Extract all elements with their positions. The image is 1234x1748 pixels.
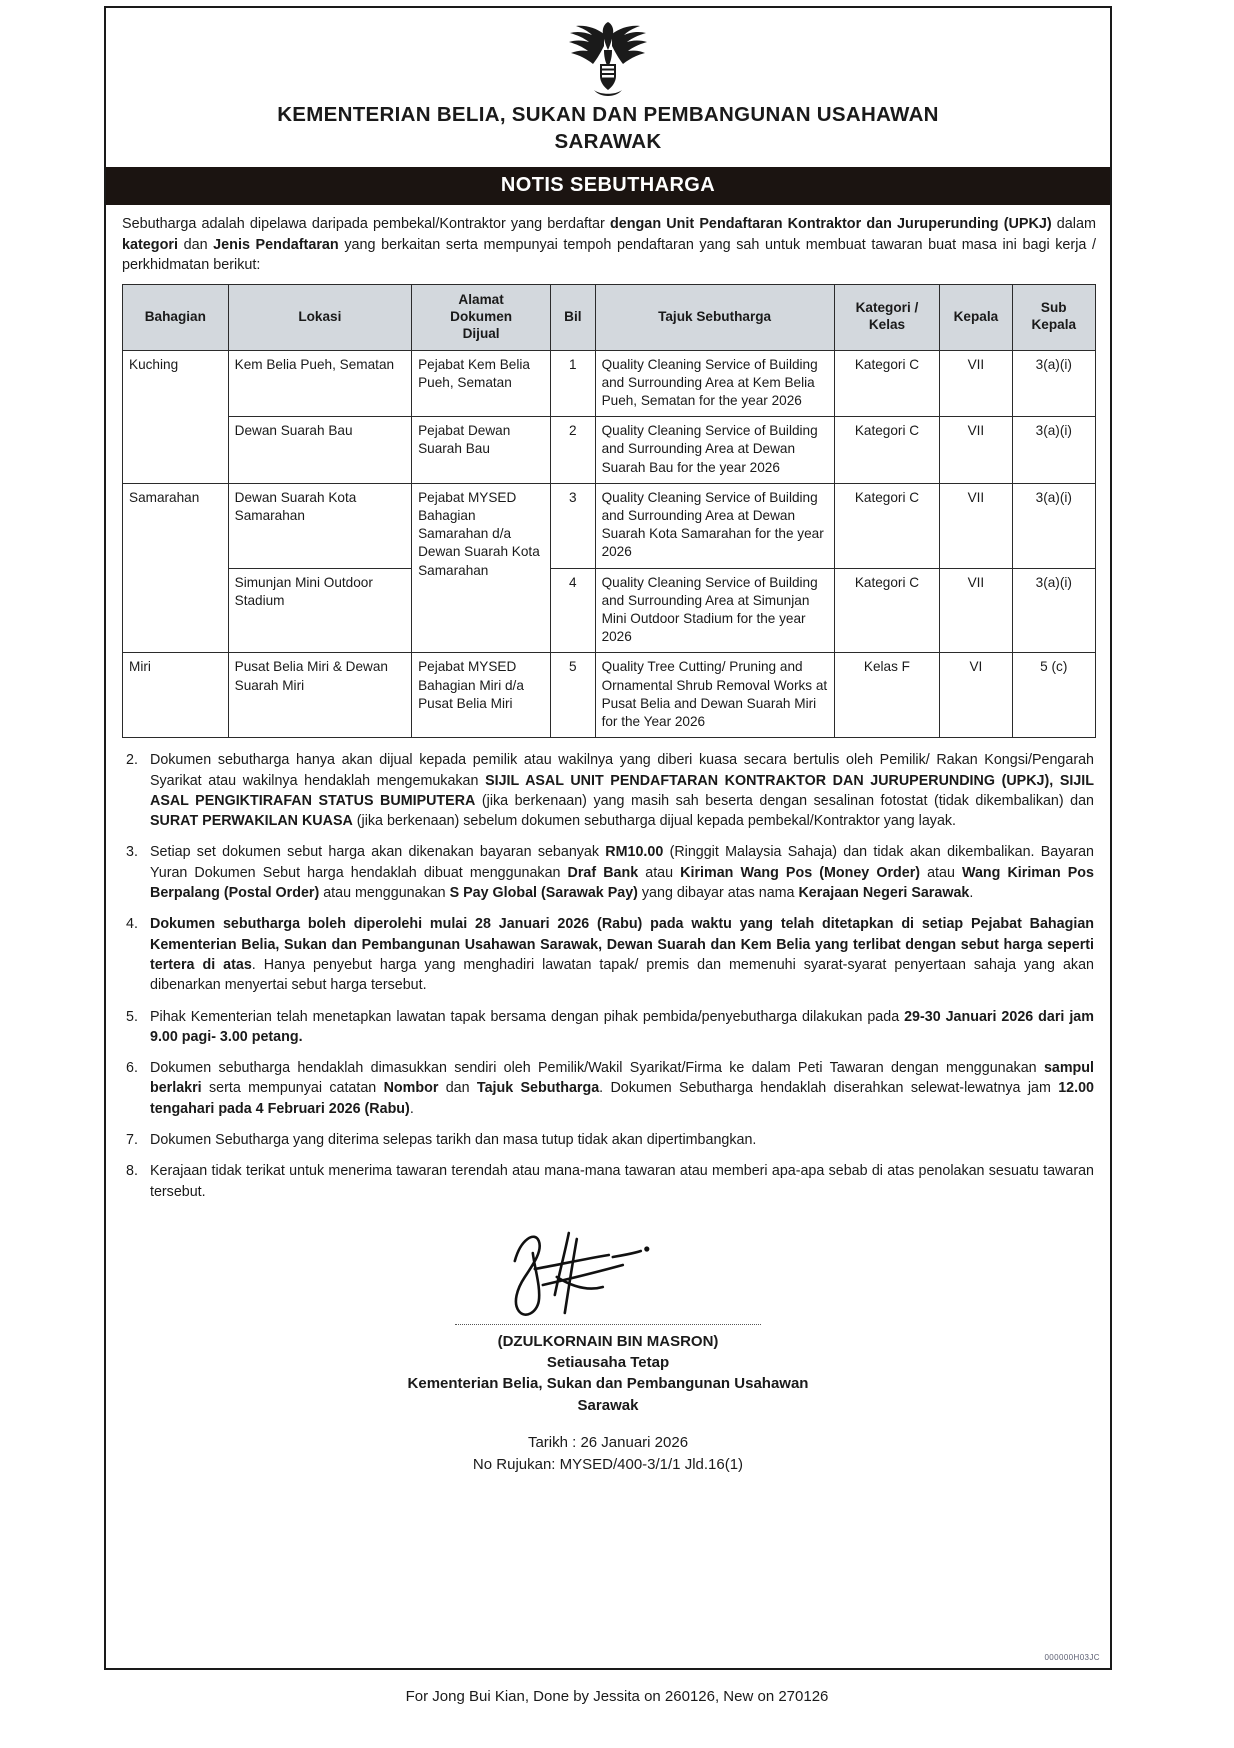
clause-text-plain: atau [920,864,963,881]
clause-text-bold: SURAT PERWAKILAN KUASA [150,813,353,830]
clause-text [150,914,1094,995]
signoff-block [106,1331,1110,1416]
clause-text-bold: Dokumen sebutharga boleh diperolehi mulai 28 Januari 2026 (Rabu) pada waktu yang telah ditetapkan di setiap Pejabat Bahagian Kementerian Belia, Sukan dan Pembangunan Usahawan Sarawak, Dewan Suarah dan Kem Belia yang terlibat dengan sebut harga seperti tertera di atas [150,916,1094,973]
clause-text [150,750,1094,831]
intro-bold2: kategori [122,236,178,253]
col-header-alamat-l1: Alamat [458,291,504,307]
cell-kepala: VII [940,350,1012,417]
cell-bahagian-miri: Miri [123,653,229,738]
date-label: Tarikh : 26 Januari 2026 [527,1434,689,1452]
signature-zone [106,1213,1110,1331]
clause-text [150,1058,1094,1119]
cell-kepala: VII [940,568,1012,653]
clause-text [150,1161,1094,1202]
signoff-org-line1: Kementerian Belia, Sukan dan Pembangunan Usahawan [407,1375,809,1393]
cell-sub-kepala: 3(a)(i) [1012,350,1095,417]
clause-text-plain: Dokumen sebutharga hendaklah dimasukkan sendiri oleh Pemilik/Wakil Syarikat/Firma ke dalam Peti Tawaran dengan menggunakan [150,1060,1044,1077]
col-header-alamat-l2: Dokumen [450,308,513,324]
clause-text-plain: Dokumen sebutharga hanya akan dijual kepada pemilik atau wakilnya yang diberi kuasa secara bertulis oleh Pemilik/ Rakan Kongsi/Pengarah Syarikat atau wakilnya hendaklah mengemukakan [150,752,1094,789]
intro-bold3: Jenis Pendaftaran [213,236,339,253]
handwritten-signature-icon [473,1209,733,1327]
clause-text-plain: Pihak Kementerian telah menetapkan lawatan tapak bersama dengan pihak pembida/penyebutharga dilakukan pada [150,1008,905,1025]
cell-lokasi: Dewan Suarah Kota Samarahan [228,483,411,568]
clause-item [122,842,1094,903]
clause-text-plain: Kerajaan tidak terikat untuk menerima tawaran terendah atau mana-mana tawaran atau memberi apa-apa sebab di atas penolakan sesuatu tawaran tersebut. [150,1163,1094,1200]
clause-text-bold: RM10.00 [605,844,664,861]
clause-text-bold: Kerajaan Negeri Sarawak [798,885,970,902]
cell-lokasi: Pusat Belia Miri & Dewan Suarah Miri [228,653,411,738]
intro-bold1: dengan Unit Pendaftaran Kontraktor dan Juruperunding (UPKJ) [609,216,1052,233]
cell-bil: 4 [551,568,595,653]
clause-text-bold: Draf Bank [567,864,639,881]
clause-text [150,842,1094,903]
clause-number: 2. [126,752,138,769]
clause-number: 6. [126,1060,138,1077]
intro-part1: Sebutharga adalah dipelawa daripada pembekal/Kontraktor yang berdaftar [122,216,610,233]
cell-bil: 2 [551,417,595,484]
ministry-title-line1: KEMENTERIAN BELIA, SUKAN DAN PEMBANGUNAN USAHAWAN [277,103,939,126]
clause-text-bold: 12.00 tengahari pada 4 Februari 2026 (Rabu) [150,1080,1094,1117]
ministry-title [106,102,1110,155]
clause-text-plain: (jika berkenaan) sebelum dokumen sebutharga dijual kepada pembekal/Kontraktor yang layak. [352,813,957,830]
clause-number: 8. [126,1163,138,1180]
cell-kepala: VII [940,483,1012,568]
clause-text-bold: sampul berlakri [150,1060,1094,1097]
table-row [123,653,1096,738]
sarawak-coat-of-arms-icon [560,18,656,98]
cell-kategori: Kategori C [834,483,940,568]
col-header-alamat-l3: Dijual [462,325,500,341]
cell-bahagian-samarahan: Samarahan [123,483,229,653]
cell-bil: 3 [551,483,595,568]
cell-tajuk: Quality Cleaning Service of Building and Surrounding Area at Simunjan Mini Outdoor Stadium for the year 2026 [595,568,834,653]
clause-text-plain: dan [438,1080,477,1097]
col-header-lokasi: Lokasi [228,284,411,350]
clause-text-plain: . [969,885,974,902]
clause-text-plain: . [409,1100,414,1117]
clause-text-plain: . Dokumen Sebutharga hendaklah diserahkan selewat-lewatnya jam [599,1080,1059,1097]
cell-kepala: VI [940,653,1012,738]
cell-sub-kepala: 3(a)(i) [1012,483,1095,568]
cell-kepala: VII [940,417,1012,484]
clause-item [122,1007,1094,1048]
cell-alamat: Pejabat Kem Belia Pueh, Sematan [412,350,551,417]
cell-kategori: Kelas F [834,653,940,738]
clause-number: 5. [126,1008,138,1025]
table-row [123,417,1096,484]
ministry-title-line2: SARAWAK [554,129,662,153]
col-header-kepala: Kepala [940,284,1012,350]
col-header-alamat [412,284,551,350]
clause-text [150,1130,1094,1150]
tender-table [122,284,1096,739]
cell-alamat-shared: Pejabat MYSED Bahagian Samarahan d/a Dewan Suarah Kota Samarahan [412,483,551,653]
col-header-bil: Bil [551,284,595,350]
table-header-row [123,284,1096,350]
cell-lokasi: Dewan Suarah Bau [228,417,411,484]
cell-bil: 5 [551,653,595,738]
clause-number: 4. [126,916,138,933]
clause-text-bold: Tajuk Sebutharga [476,1080,600,1097]
clause-text [150,1007,1094,1048]
cell-lokasi: Kem Belia Pueh, Sematan [228,350,411,417]
clause-item [122,1161,1094,1202]
cell-alamat: Pejabat Dewan Suarah Bau [412,417,551,484]
clause-item [122,1130,1094,1150]
col-header-kategori-l2: Kelas [868,317,906,333]
cell-alamat: Pejabat MYSED Bahagian Miri d/a Pusat Belia Miri [412,653,551,738]
clause-item [122,914,1094,995]
clause-item [122,1058,1094,1119]
clause-text-plain: Setiap set dokumen sebut harga akan dikenakan bayaran sebanyak [150,844,606,861]
clause-text-bold: S Pay Global (Sarawak Pay) [449,885,638,902]
clause-text-plain: Dokumen Sebutharga yang diterima selepas tarikh dan masa tutup tidak akan dipertimbangkan. [150,1132,757,1148]
cell-tajuk: Quality Cleaning Service of Building and Surrounding Area at Dewan Suarah Bau for the year 2026 [595,417,834,484]
clause-text-bold: SIJIL ASAL UNIT PENDAFTARAN KONTRAKTOR DAN JURUPERUNDING (UPKJ), SIJIL ASAL PENGIKTIRAFAN STATUS BUMIPUTERA [150,772,1094,809]
clause-text-plain: (jika berkenaan) yang masih sah beserta dengan sesalinan fotostat (tidak dikembalikan) dan [475,792,1095,809]
signoff-org-line2: Sarawak [577,1396,639,1414]
table-row [123,350,1096,417]
cell-tajuk: Quality Tree Cutting/ Pruning and Ornamental Shrub Removal Works at Pusat Belia and Dewan Suarah Miri for the Year 2026 [595,653,834,738]
clause-text-bold: Nombor [383,1080,439,1097]
col-header-kategori-l1: Kategori / [855,300,919,316]
table-row [123,568,1096,653]
cell-kategori: Kategori C [834,568,940,653]
footer-note: For Jong Bui Kian, Done by Jessita on 260126, New on 270126 [405,1688,829,1705]
cell-sub-kepala: 3(a)(i) [1012,417,1095,484]
col-header-bahagian: Bahagian [123,284,229,350]
intro-part3: dan [177,236,214,253]
clause-number: 3. [126,844,138,861]
intro-paragraph [106,205,1110,279]
intro-part2: dalam [1051,216,1096,233]
clause-text-bold: 29-30 Januari 2026 dari jam 9.00 pagi- 3.00 petang. [150,1008,1094,1045]
col-header-sub-l1: Sub [1040,300,1067,316]
clause-text-plain: atau menggunakan [319,885,450,902]
tender-table-container [106,280,1110,739]
document-code: 000000H03JC [1044,1653,1100,1662]
clause-item [122,750,1094,831]
col-header-kategori [834,284,940,350]
notice-frame [104,6,1112,1670]
cell-bahagian-kuching: Kuching [123,350,229,483]
clause-text-plain: (Ringgit Malaysia Sahaja) dan tidak akan dikembalikan. Bayaran Yuran Dokumen Sebut harga hendaklah dibuat menggunakan [150,844,1095,881]
crest-container [106,8,1110,102]
clause-text-plain: yang dibayar atas nama [637,885,799,902]
clause-text-plain: serta mempunyai catatan [201,1080,384,1097]
cell-bil: 1 [551,350,595,417]
cell-tajuk: Quality Cleaning Service of Building and Surrounding Area at Kem Belia Pueh, Sematan for the year 2026 [595,350,834,417]
table-row [123,483,1096,568]
cell-sub-kepala: 5 (c) [1012,653,1095,738]
signoff-title: Setiausaha Tetap [546,1354,670,1372]
date-reference-block [106,1432,1110,1476]
signature-line [455,1324,761,1325]
clause-number: 7. [126,1132,138,1148]
reference-label: No Rujukan: MYSED/400-3/1/1 Jld.16(1) [472,1455,744,1473]
cell-kategori: Kategori C [834,417,940,484]
clause-text-plain: . Hanya penyebut harga yang menghadiri lawatan tapak/ premis dan memenuhi syarat-syarat penyertaan sahaja yang akan dibenarkan menyertai sebut harga tersebut. [150,956,1094,994]
signoff-name: (DZULKORNAIN BIN MASRON) [497,1332,719,1350]
cell-sub-kepala: 3(a)(i) [1012,568,1095,653]
col-header-sub-kepala [1012,284,1095,350]
cell-kategori: Kategori C [834,350,940,417]
clause-text-bold: Wang Kiriman Pos Berpalang (Postal Order) [150,864,1094,902]
clause-list [106,738,1110,1202]
col-header-sub-l2: Kepala [1031,317,1077,333]
notice-banner: NOTIS SEBUTHARGA [106,167,1110,205]
clause-text-bold: Kiriman Wang Pos (Money Order) [680,864,921,881]
intro-part4: yang berkaitan serta mempunyai tempoh pendaftaran yang sah untuk membuat tawaran buat masa ini bagi kerja / perkhidmatan berikut: [122,236,1097,274]
col-header-tajuk: Tajuk Sebutharga [595,284,834,350]
cell-lokasi: Simunjan Mini Outdoor Stadium [228,568,411,653]
clause-text-plain: atau [638,864,681,881]
cell-tajuk: Quality Cleaning Service of Building and Surrounding Area at Dewan Suarah Kota Samarahan for the year 2026 [595,483,834,568]
